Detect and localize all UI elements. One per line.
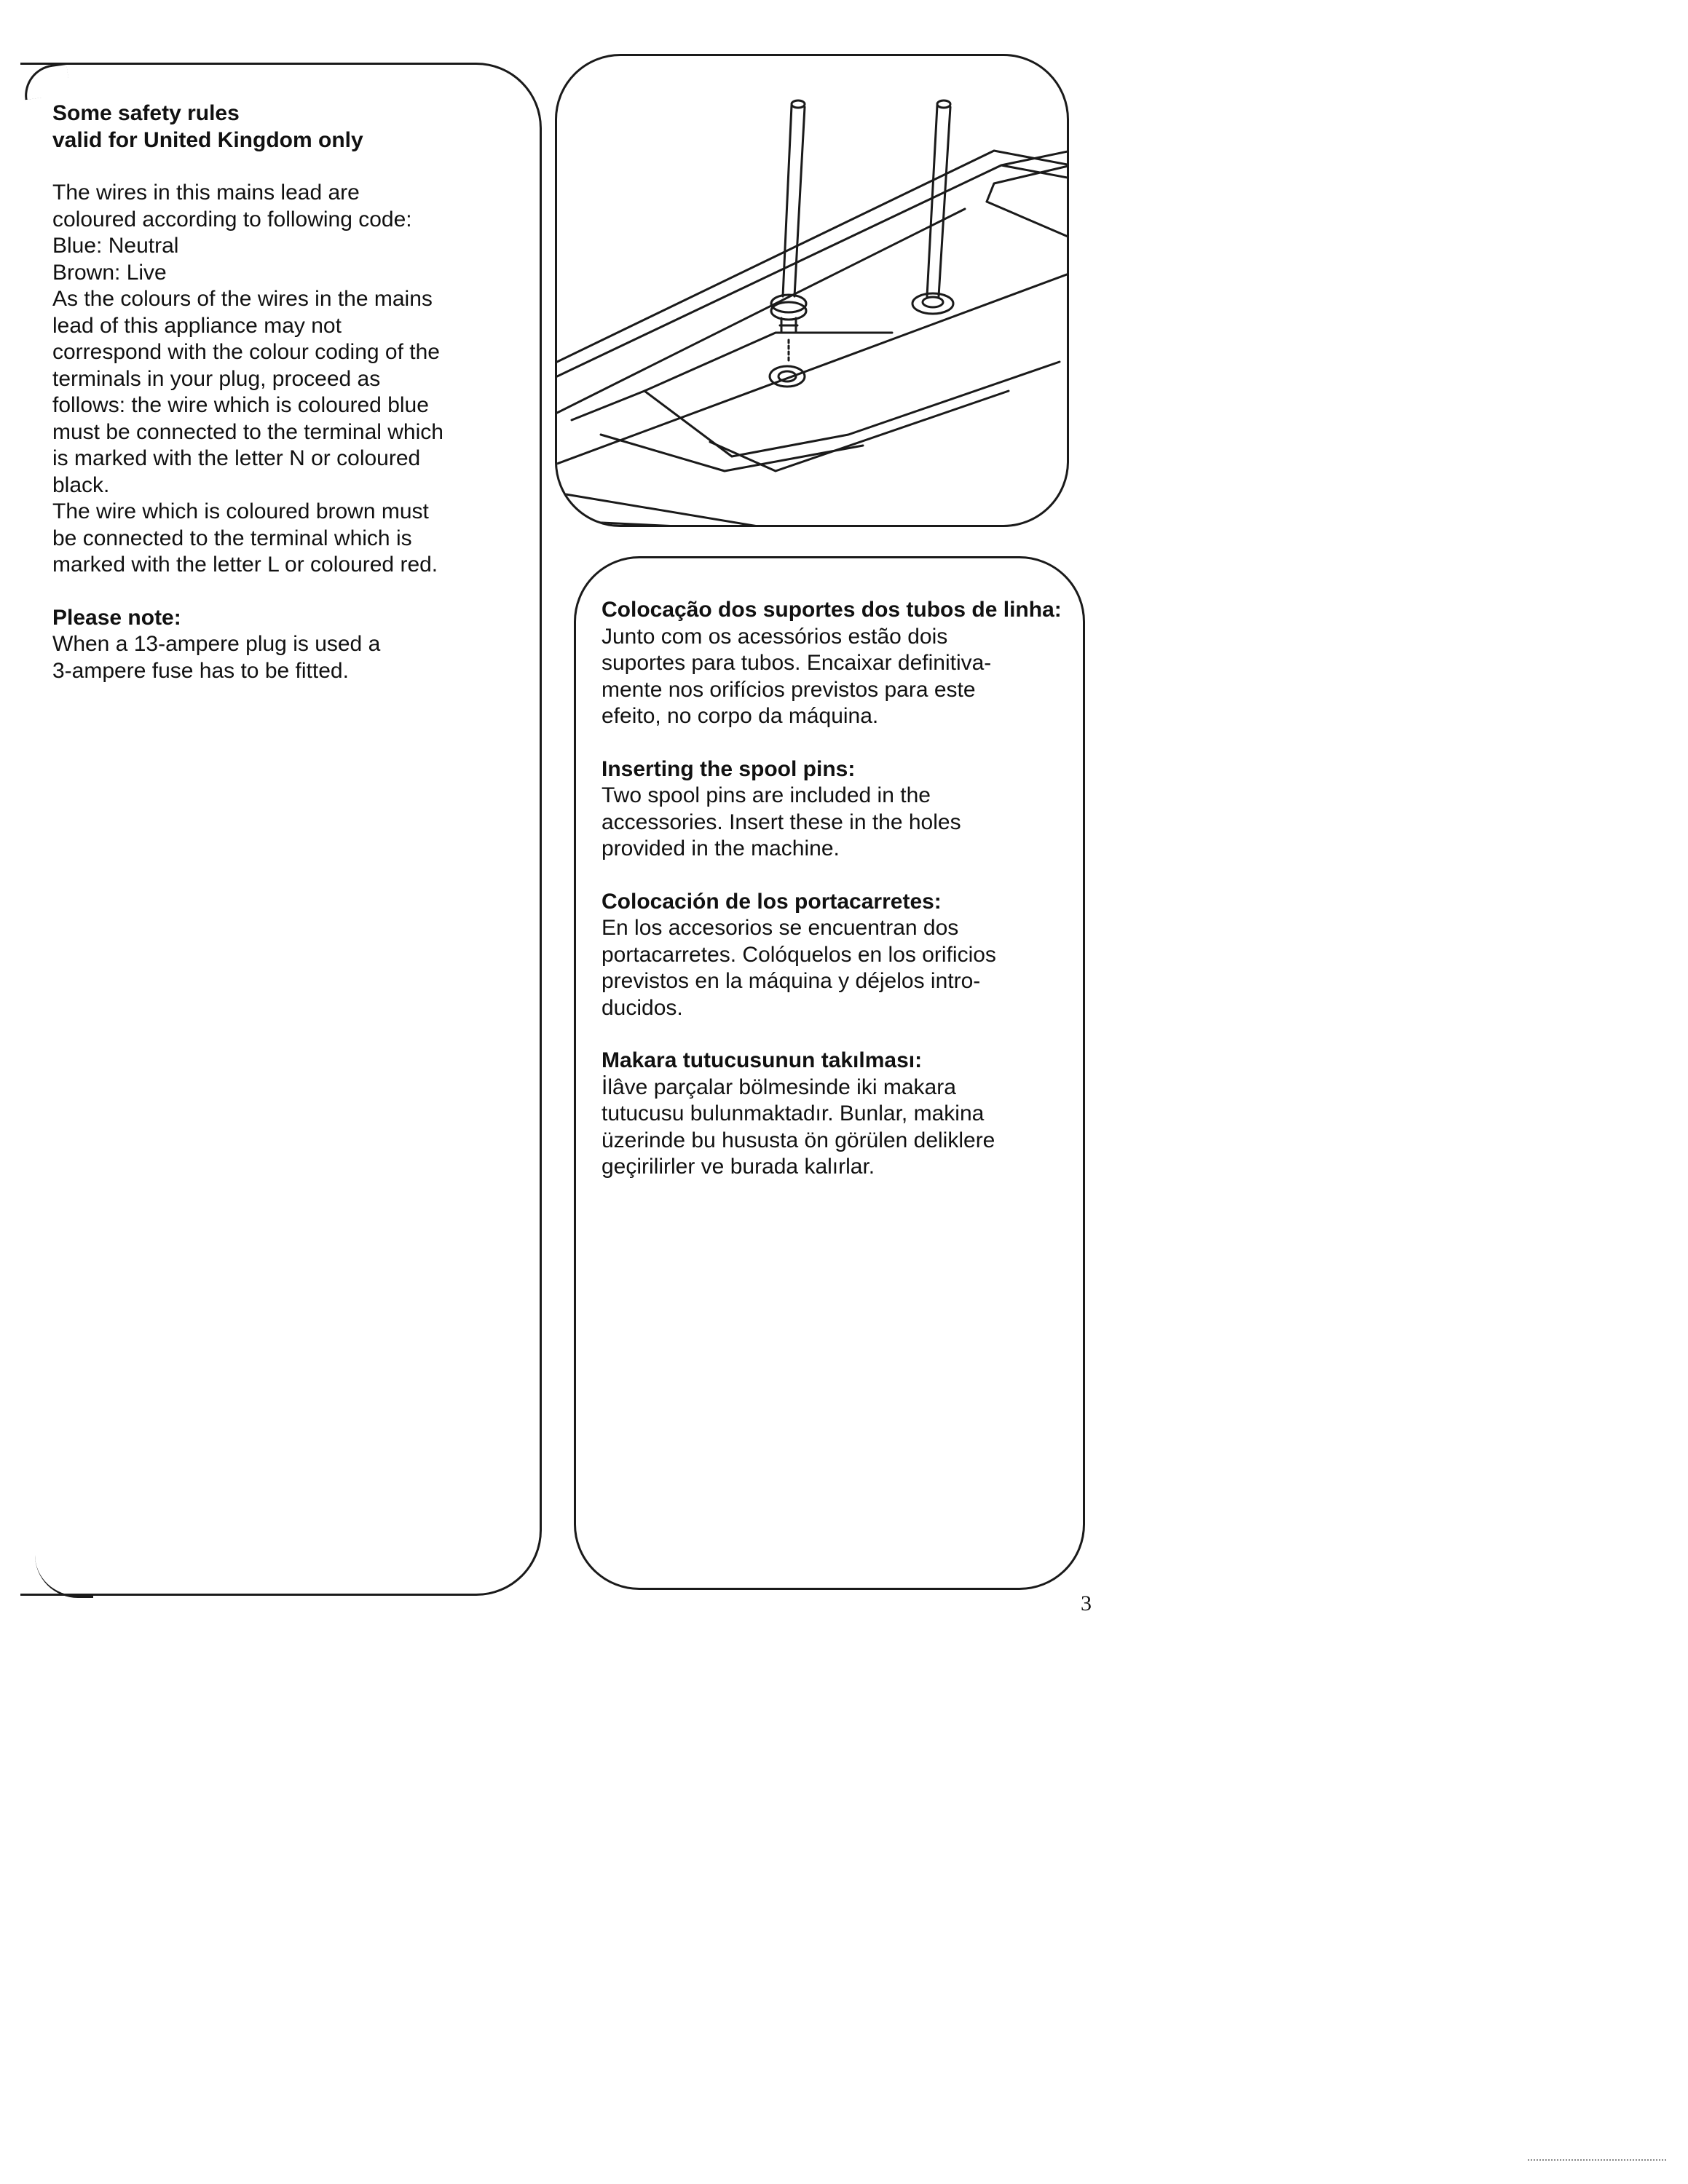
wiring-line: be connected to the terminal which is (52, 526, 412, 550)
wiring-line: must be connected to the terminal which (52, 419, 443, 444)
wiring-line: Brown: Live (52, 260, 167, 285)
wiring-line: black. (52, 472, 110, 497)
note-line: When a 13-ampere plug is used a (52, 632, 381, 656)
wiring-line: The wires in this mains lead are (52, 181, 360, 205)
section-heading: Colocación de los portacarretes: (602, 889, 942, 914)
section-portuguese (602, 597, 1068, 730)
section-turkish (602, 1048, 1068, 1181)
spool-pin-instructions (602, 597, 1068, 1207)
wiring-line: lead of this appliance may not (52, 313, 342, 338)
section-line: accessories. Insert these in the holes (602, 810, 961, 834)
section-line: previstos en la máquina y déjelos intro- (602, 969, 981, 993)
section-line: mente nos orifícios previstos para este (602, 677, 976, 702)
note-line: 3-ampere fuse has to be fitted. (52, 658, 349, 683)
wiring-line: is marked with the letter N or coloured (52, 446, 421, 470)
section-heading: Makara tutucusunun takılması: (602, 1048, 923, 1072)
wiring-line: Blue: Neutral (52, 234, 179, 258)
section-line: portacarretes. Colóquelos en los orificios (602, 942, 996, 967)
section-line: tutucusu bulunmaktadır. Bunlar, makina (602, 1101, 985, 1125)
note-heading: Please note: (52, 605, 181, 630)
section-line: efeito, no corpo da máquina. (602, 704, 879, 728)
safety-rules-text (52, 100, 518, 684)
wiring-line: correspond with the colour coding of the (52, 340, 440, 364)
section-line: suportes para tubos. Encaixar definitiva- (602, 651, 992, 675)
scan-edge-rule (1528, 2159, 1666, 2161)
safety-heading-line1: Some safety rules (52, 101, 240, 125)
section-line: İlâve parçalar bölmesinde iki makara (602, 1075, 956, 1099)
wiring-line: follows: the wire which is coloured blue (52, 393, 429, 417)
wiring-line: As the colours of the wires in the mains (52, 287, 433, 311)
section-line: üzerinde bu hususta ön görülen deliklere (602, 1128, 995, 1152)
section-line: En los accesorios se encuentran dos (602, 916, 959, 940)
section-line: geçirilirler ve burada kalırlar. (602, 1155, 875, 1179)
spool-pin-illustration (555, 54, 1069, 527)
safety-heading-line2: valid for United Kingdom only (52, 127, 363, 152)
wiring-line: The wire which is coloured brown must (52, 499, 429, 523)
spool-pin-drawing (557, 56, 1069, 527)
section-line: Two spool pins are included in the (602, 783, 931, 807)
section-heading: Inserting the spool pins: (602, 756, 856, 781)
section-spanish (602, 889, 1068, 1022)
section-english (602, 756, 1068, 863)
section-line: ducidos. (602, 995, 683, 1020)
section-heading: Colocação dos suportes dos tubos de linha: (602, 598, 1062, 622)
wiring-line: terminals in your plug, proceed as (52, 366, 381, 391)
page-number: 3 (1081, 1591, 1092, 1615)
section-line: Junto com os acessórios estão dois (602, 624, 948, 649)
wiring-line: marked with the letter L or coloured red. (52, 553, 438, 577)
wiring-line: coloured according to following code: (52, 207, 412, 232)
section-line: provided in the machine. (602, 836, 840, 860)
